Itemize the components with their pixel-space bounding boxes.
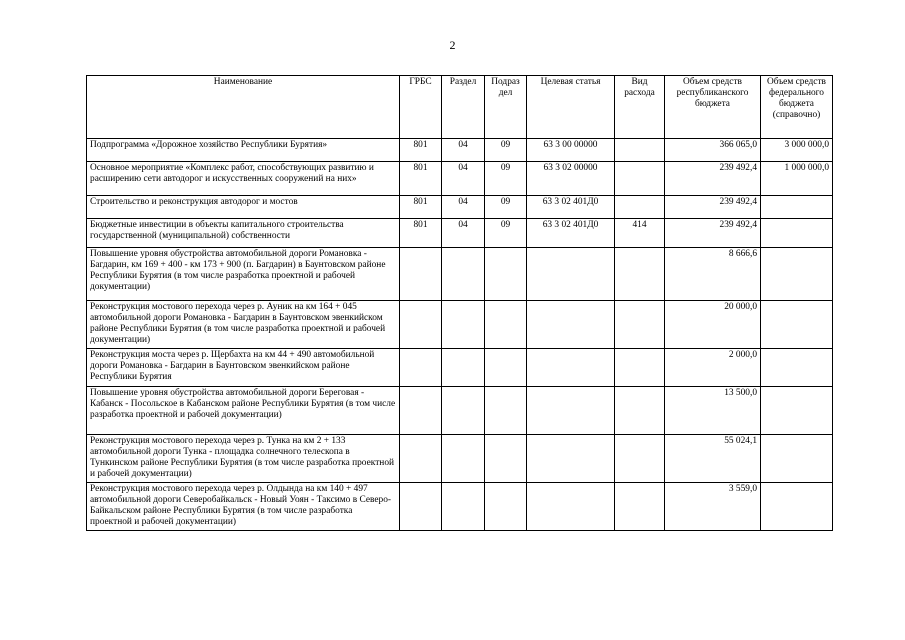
header-federal-budget: Объем средств федерального бюджета (справочно): [761, 76, 833, 139]
cell-expense-type: [615, 248, 665, 301]
header-expense-type: Вид расхода: [615, 76, 665, 139]
cell-section: [442, 349, 485, 387]
cell-grbs: [400, 349, 442, 387]
table-row: [87, 349, 833, 387]
header-grbs: ГРБС: [400, 76, 442, 139]
cell-expense-type: [615, 301, 665, 349]
header-target-item: Целевая статья: [527, 76, 615, 139]
cell-grbs: 801: [400, 162, 442, 196]
cell-target-item: [527, 301, 615, 349]
table-row: [87, 435, 833, 483]
header-name: Наименование: [87, 76, 400, 139]
cell-name: Бюджетные инвестиции в объекты капитального строительства государственной (муниципальной) собственности: [87, 219, 400, 248]
cell-subsection: [485, 435, 527, 483]
cell-subsection: [485, 349, 527, 387]
cell-republic-budget: 239 492,4: [665, 196, 761, 219]
cell-federal-budget: [761, 248, 833, 301]
cell-federal-budget: [761, 483, 833, 531]
cell-federal-budget: 3 000 000,0: [761, 139, 833, 162]
cell-target-item: [527, 435, 615, 483]
cell-federal-budget: [761, 196, 833, 219]
cell-subsection: [485, 248, 527, 301]
cell-grbs: [400, 387, 442, 435]
cell-subsection: 09: [485, 162, 527, 196]
cell-target-item: 63 3 02 401Д0: [527, 196, 615, 219]
cell-republic-budget: 3 559,0: [665, 483, 761, 531]
cell-name: Реконструкция мостового перехода через р. Тунка на км 2 + 133 автомобильной дороги Тунка - площадка солнечного телескопа в Тункинском районе Республики Бурятия (в том числе разработка проектной и рабочей документации): [87, 435, 400, 483]
cell-name: Реконструкция моста через р. Щербахта на км 44 + 490 автомобильной дороги Романовка - Багдарин в Баунтовском эвенкийском районе Республики Бурятия: [87, 349, 400, 387]
cell-grbs: 801: [400, 196, 442, 219]
cell-target-item: [527, 248, 615, 301]
cell-expense-type: 414: [615, 219, 665, 248]
cell-grbs: [400, 483, 442, 531]
table-row: [87, 301, 833, 349]
cell-republic-budget: 239 492,4: [665, 219, 761, 248]
cell-target-item: 63 3 02 00000: [527, 162, 615, 196]
cell-republic-budget: 55 024,1: [665, 435, 761, 483]
cell-expense-type: [615, 139, 665, 162]
cell-section: [442, 387, 485, 435]
cell-expense-type: [615, 196, 665, 219]
cell-expense-type: [615, 349, 665, 387]
cell-name: Повышение уровня обустройства автомобильной дороги Береговая - Кабанск - Посольское в Кабанском районе Республики Бурятия (в том числе разработка проектной и рабочей документации): [87, 387, 400, 435]
table-header-row: [87, 76, 833, 139]
cell-federal-budget: [761, 301, 833, 349]
cell-name: Реконструкция мостового перехода через р. Олдында на км 140 + 497 автомобильной дороги Северобайкальск - Новый Уоян - Таксимо в Северо-Байкальском районе Республики Бурятия (в том числе разработка проектной и рабочей документации): [87, 483, 400, 531]
cell-federal-budget: 1 000 000,0: [761, 162, 833, 196]
cell-republic-budget: 239 492,4: [665, 162, 761, 196]
cell-target-item: [527, 483, 615, 531]
cell-section: [442, 483, 485, 531]
cell-expense-type: [615, 162, 665, 196]
cell-republic-budget: 8 666,6: [665, 248, 761, 301]
cell-expense-type: [615, 387, 665, 435]
table-row: [87, 139, 833, 162]
cell-name: Подпрограмма «Дорожное хозяйство Республики Бурятия»: [87, 139, 400, 162]
cell-republic-budget: 20 000,0: [665, 301, 761, 349]
cell-section: 04: [442, 196, 485, 219]
budget-table: [86, 75, 833, 531]
table-row: [87, 162, 833, 196]
cell-grbs: [400, 435, 442, 483]
table-row: [87, 196, 833, 219]
cell-name: Реконструкция мостового перехода через р. Ауник на км 164 + 045 автомобильной дороги Романовка - Багдарин в Баунтовском эвенкийском районе Республики Бурятия (в том числе разработка проектной и рабочей документации): [87, 301, 400, 349]
table-row: [87, 387, 833, 435]
cell-subsection: [485, 301, 527, 349]
cell-subsection: [485, 387, 527, 435]
cell-republic-budget: 366 065,0: [665, 139, 761, 162]
cell-subsection: 09: [485, 139, 527, 162]
cell-subsection: 09: [485, 219, 527, 248]
table-row: [87, 219, 833, 248]
cell-section: 04: [442, 162, 485, 196]
cell-section: [442, 301, 485, 349]
cell-republic-budget: 13 500,0: [665, 387, 761, 435]
cell-target-item: [527, 387, 615, 435]
cell-name: Строительство и реконструкция автодорог и мостов: [87, 196, 400, 219]
cell-subsection: 09: [485, 196, 527, 219]
cell-grbs: [400, 248, 442, 301]
cell-section: 04: [442, 219, 485, 248]
cell-grbs: 801: [400, 219, 442, 248]
cell-federal-budget: [761, 387, 833, 435]
cell-section: 04: [442, 139, 485, 162]
cell-section: [442, 435, 485, 483]
cell-target-item: 63 3 00 00000: [527, 139, 615, 162]
cell-republic-budget: 2 000,0: [665, 349, 761, 387]
table-row: [87, 248, 833, 301]
cell-expense-type: [615, 435, 665, 483]
cell-federal-budget: [761, 349, 833, 387]
header-republic-budget: Объем средств республиканского бюджета: [665, 76, 761, 139]
cell-federal-budget: [761, 219, 833, 248]
cell-subsection: [485, 483, 527, 531]
cell-federal-budget: [761, 435, 833, 483]
cell-target-item: [527, 349, 615, 387]
page-number: 2: [449, 38, 456, 52]
header-section: Раздел: [442, 76, 485, 139]
cell-grbs: 801: [400, 139, 442, 162]
cell-expense-type: [615, 483, 665, 531]
table-row: [87, 483, 833, 531]
cell-target-item: 63 3 02 401Д0: [527, 219, 615, 248]
cell-grbs: [400, 301, 442, 349]
header-subsection: Подраз дел: [485, 76, 527, 139]
cell-name: Основное мероприятие «Комплекс работ, способствующих развитию и расширению сети автодорог и искусственных сооружений на них»: [87, 162, 400, 196]
cell-section: [442, 248, 485, 301]
cell-name: Повышение уровня обустройства автомобильной дороги Романовка - Багдарин, км 169 + 400 - км 173 + 900 (п. Багдарин) в Баунтовском районе Республики Бурятия (в том числе разработка проектной и рабочей документации): [87, 248, 400, 301]
